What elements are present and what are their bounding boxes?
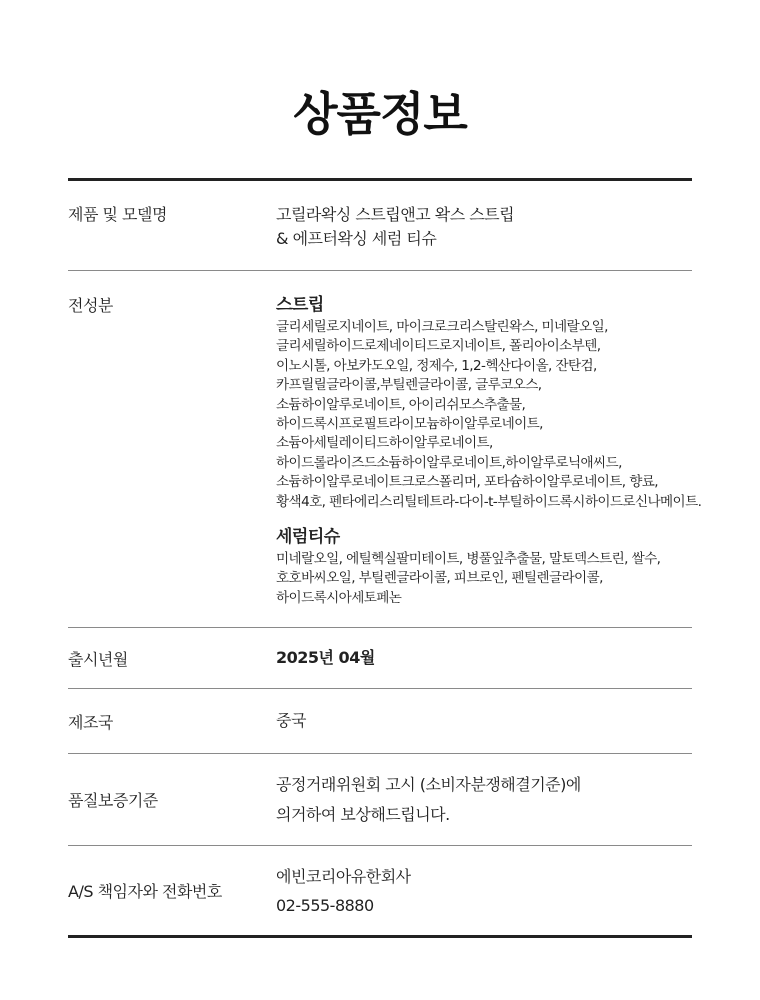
ingredient-line: 이노시톨, 아보카도오일, 정제수, 1,2-헥산다이올, 잔탄검,: [276, 357, 597, 374]
product-name-value: [276, 203, 692, 270]
strip-heading: 스트립: [276, 295, 324, 315]
ingredient-line: 하이드롤라이즈드소듐하이알루로네이트,하이알루로닉애씨드,: [276, 454, 622, 471]
quality-standard-value: [276, 770, 692, 830]
ingredient-line: 소듐하이알루로네이트, 아이리쉬모스추출물,: [276, 396, 526, 413]
quality-standard-label: 품질보증기준: [68, 791, 158, 810]
ingredient-line: 글리세릴로지네이트, 마이크로크리스탈린왁스, 미네랄오일,: [276, 319, 608, 335]
as-contact-label: A/S 책임자와 전화번호: [68, 882, 222, 901]
ingredient-line: 황색4호, 펜타에리스리틸테트라-다이-t-부틸하이드록시하이드로신나메이트.: [276, 493, 702, 510]
row-country: [68, 689, 692, 754]
product-name-label: 제품 및 모델명: [68, 205, 167, 224]
country-value: 중국: [276, 711, 306, 730]
ingredient-line: 소듐아세틸레이티드하이알루로네이트,: [276, 435, 493, 452]
strip-ingredient-list: [276, 318, 701, 512]
strip-ingredients: [276, 293, 701, 512]
as-phone-number: 02-555-8880: [276, 895, 374, 915]
product-info-table: [68, 178, 702, 938]
product-name-line: & 에프터왁싱 세럼 티슈: [276, 229, 437, 248]
row-ingredients: [68, 271, 702, 628]
row-product-name: [68, 181, 692, 271]
row-release-date: [68, 628, 692, 689]
as-contact-value: [276, 862, 692, 920]
as-company-name: 에빈코리아유한회사: [276, 866, 411, 886]
release-date-value: 2025년 04월: [276, 648, 375, 667]
ingredients-value: [276, 293, 701, 627]
quality-line: 공정거래위원회 고시 (소비자분쟁해결기준)에: [276, 774, 581, 794]
ingredient-line: 호호바씨오일, 부틸렌글라이콜, 피브로인, 펜틸렌글라이콜,: [276, 570, 603, 587]
ingredients-label: 전성분: [68, 296, 113, 315]
page-title: 상품정보: [293, 87, 467, 141]
ingredient-line: 하이드록시아세토페논: [276, 589, 402, 606]
ingredient-line: 카프릴릴글라이콜,부틸렌글라이콜, 글루코오스,: [276, 377, 542, 394]
quality-line: 의거하여 보상해드립니다.: [276, 804, 450, 824]
serum-ingredient-list: [276, 550, 701, 608]
serum-heading: 세럼티슈: [276, 527, 340, 548]
ingredient-line: 소듐하이알루로네이트크로스폴리머, 포타슘하이알루로네이트, 향료,: [276, 474, 659, 491]
ingredient-line: 하이드록시프로필트라이모늄하이알루로네이트,: [276, 416, 543, 433]
product-name-line: 고릴라왁싱 스트립앤고 왁스 스트립: [276, 205, 515, 224]
row-as-contact: [68, 846, 692, 935]
country-label: 제조국: [68, 712, 113, 732]
serum-ingredients: [276, 525, 701, 608]
ingredient-line: 미네랄오일, 에틸헥실팔미테이트, 병풀잎추출물, 말토덱스트린, 쌀수,: [276, 551, 661, 568]
ingredient-line: 글리세릴하이드로제네이티드로지네이트, 폴리아이소부텐,: [276, 338, 601, 355]
release-date-label: 출시년월: [68, 649, 128, 669]
row-quality-standard: [68, 754, 692, 846]
